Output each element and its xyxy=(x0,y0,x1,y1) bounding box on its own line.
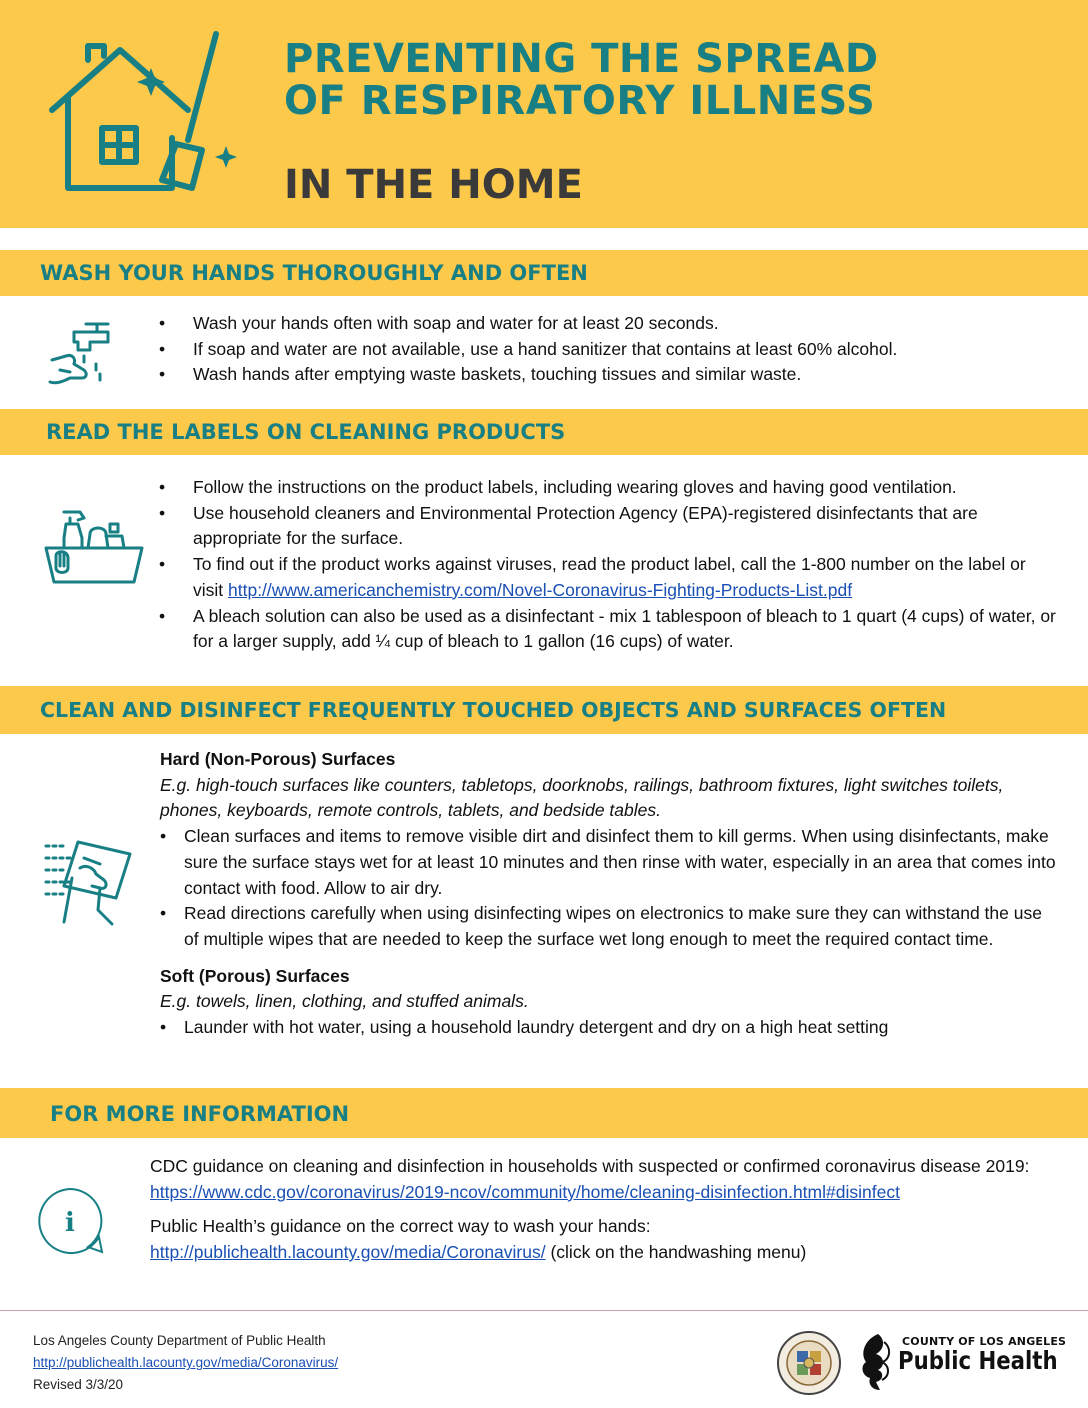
section-band-labels xyxy=(0,409,1088,455)
section-band-info xyxy=(0,1088,1088,1138)
cdc-guidance-text: CDC guidance on cleaning and disinfection in households with suspected or confirmed coronavirus disease 2019: xyxy=(150,1156,1030,1176)
page-title: PREVENTING THE SPREAD OF RESPIRATORY ILLNESS xyxy=(284,36,879,124)
public-health-logo-big: Public Health xyxy=(898,1346,1058,1375)
hard-surfaces-title: Hard (Non-Porous) Surfaces xyxy=(160,749,396,769)
soft-surfaces-title: Soft (Porous) Surfaces xyxy=(160,965,350,986)
list-item-text: To find out if the product works against viruses, read the product label, call the 1-800 number on the label or visit xyxy=(193,554,1026,600)
american-chemistry-link[interactable]: http://www.americanchemistry.com/Novel-Coronavirus-Fighting-Products-List.pdf xyxy=(228,579,853,600)
cleaning-products-basket-icon xyxy=(42,508,146,586)
hard-surfaces-list xyxy=(160,824,1060,953)
list-item: • Read directions carefully when using disinfecting wipes on electronics to make sure they can withstand the use of multiple wipes that are needed to keep the surface wet long enough to meet the required contact time. xyxy=(160,901,1060,952)
soft-surfaces-example: E.g. towels, linen, clothing, and stuffed animals. xyxy=(160,991,529,1012)
county-seal-icon xyxy=(776,1330,842,1396)
cdc-guidance-link[interactable]: https://www.cdc.gov/coronavirus/2019-ncov/community/home/cleaning-disinfection.html#disinfect xyxy=(150,1181,900,1202)
hard-surfaces-example: E.g. high-touch surfaces like counters, tabletops, doorknobs, railings, bathroom fixtures, light switches toilets, phones, keyboards, remote controls, tablets, and bedside tables. xyxy=(160,774,1004,821)
public-health-guidance-text: Public Health’s guidance on the correct way to wash your hands: xyxy=(150,1216,651,1237)
section-heading-info: FOR MORE INFORMATION xyxy=(50,1102,350,1126)
public-health-logo-icon xyxy=(858,1332,892,1392)
list-item: • Wash your hands often with soap and water for at least 20 seconds. xyxy=(159,311,1059,337)
list-item xyxy=(159,552,1059,603)
clean-section-content xyxy=(160,747,1060,1041)
house-cleaning-icon xyxy=(40,28,250,203)
footer-divider xyxy=(0,1310,1088,1311)
footer-info xyxy=(33,1330,338,1396)
footer-revised: Revised 3/3/20 xyxy=(33,1377,124,1392)
handwashing-faucet-icon xyxy=(46,320,110,392)
public-health-link[interactable]: http://publichealth.lacounty.gov/media/Coronavirus/ xyxy=(150,1242,546,1263)
list-item: • Launder with hot water, using a household laundry detergent and dry on a high heat setting xyxy=(160,1015,1060,1041)
footer-link[interactable]: http://publichealth.lacounty.gov/media/Coronavirus/ xyxy=(33,1355,339,1370)
list-item: • Clean surfaces and items to remove visible dirt and disinfect them to kill germs. When using disinfectants, make sure the surface stays wet for at least 10 minutes and then rinse with water, especially in an area that comes into contact with food. Allow to air dry. xyxy=(160,824,1060,901)
list-item: • Wash hands after emptying waste baskets, touching tissues and similar waste. xyxy=(159,362,1059,388)
info-icon xyxy=(36,1186,106,1256)
list-item: • Follow the instructions on the product labels, including wearing gloves and having good ventilation. xyxy=(159,475,1059,501)
page-subtitle: IN THE HOME xyxy=(284,162,583,208)
section-heading-wash: WASH YOUR HANDS THOROUGHLY AND OFTEN xyxy=(40,261,588,285)
wash-bullet-list xyxy=(159,311,1059,388)
section-heading-labels: READ THE LABELS ON CLEANING PRODUCTS xyxy=(46,420,566,444)
list-item: • A bleach solution can also be used as a disinfectant - mix 1 tablespoon of bleach to 1 quart (4 cups) of water, or for a larger supply, add ¼ cup of bleach to 1 gallon (16 cups) of water. xyxy=(159,604,1059,655)
section-band-wash xyxy=(0,250,1088,296)
list-item: • If soap and water are not available, use a hand sanitizer that contains at least 60% alcohol. xyxy=(159,337,1059,363)
info-content xyxy=(150,1154,1060,1266)
public-health-logo-small: COUNTY OF LOS ANGELES xyxy=(902,1335,1067,1348)
footer-org: Los Angeles County Department of Public Health xyxy=(33,1333,326,1348)
public-health-link-note: (click on the handwashing menu) xyxy=(545,1242,807,1263)
section-heading-clean: CLEAN AND DISINFECT FREQUENTLY TOUCHED OBJECTS AND SURFACES OFTEN xyxy=(40,698,947,722)
section-band-clean xyxy=(0,686,1088,734)
list-item: • Use household cleaners and Environmental Protection Agency (EPA)-registered disinfectants that are appropriate for the surface. xyxy=(159,501,1059,552)
labels-bullet-list xyxy=(159,475,1059,655)
wiping-surface-icon xyxy=(42,838,134,926)
public-health-logo xyxy=(858,1332,1067,1392)
soft-surfaces-list xyxy=(160,1015,1060,1041)
info-icon-glyph: i xyxy=(65,1208,75,1238)
